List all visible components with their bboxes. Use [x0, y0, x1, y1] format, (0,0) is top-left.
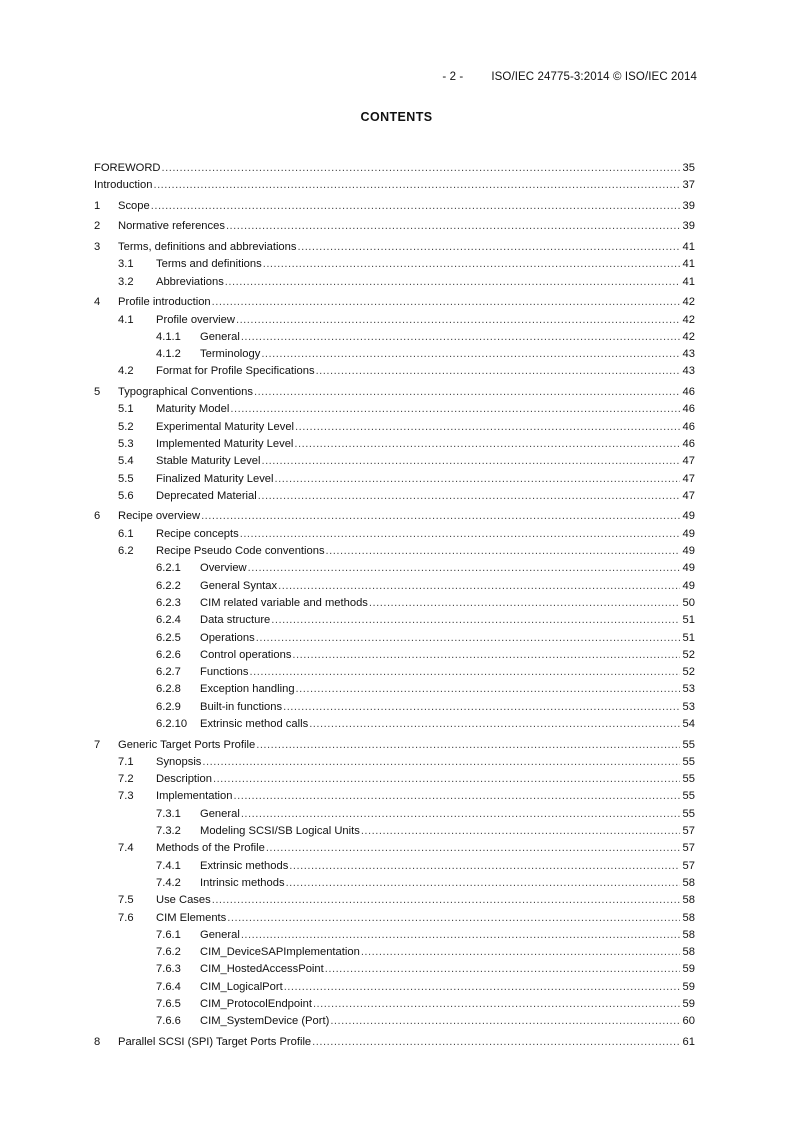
- toc-entry-title: Synopsis: [156, 755, 202, 768]
- toc-entry-title: Scope: [118, 199, 150, 212]
- toc-leader-dots: [286, 875, 680, 892]
- toc-entry-number: 4: [94, 296, 101, 309]
- toc-leader-dots: [201, 508, 680, 525]
- toc-entry-title: CIM Elements: [156, 911, 227, 924]
- toc-entry-page: 49: [682, 579, 695, 592]
- toc-entry[interactable]: [94, 892, 695, 909]
- toc-entry-number: 6.2.9: [156, 700, 181, 713]
- toc-entry-number: 7.6.5: [156, 998, 181, 1011]
- toc-leader-dots: [240, 526, 680, 543]
- toc-leader-dots: [162, 160, 681, 177]
- toc-entry-page: 52: [682, 666, 695, 679]
- toc-entry-number: 7.6.2: [156, 946, 181, 959]
- toc-entry-number: 7.5: [118, 894, 134, 907]
- toc-entry[interactable]: [94, 858, 695, 875]
- toc-entry-title: Terms, definitions and abbreviations: [118, 241, 297, 254]
- toc-leader-dots: [309, 716, 680, 733]
- toc-leader-dots: [261, 346, 680, 363]
- toc-entry-number: 7.3.2: [156, 825, 181, 838]
- toc-entry-title: Recipe Pseudo Code conventions: [156, 545, 325, 558]
- toc-entry-number: 5.1: [118, 403, 134, 416]
- toc-entry-title: Maturity Model: [156, 403, 230, 416]
- toc-entry-number: 2: [94, 220, 101, 233]
- toc-entry-page: 43: [682, 365, 695, 378]
- toc-leader-dots: [325, 961, 680, 978]
- toc-entry-page: 49: [682, 545, 695, 558]
- toc-entry-page: 42: [682, 313, 695, 326]
- toc-entry-title: Data structure: [200, 614, 271, 627]
- toc-entry-number: 1: [94, 199, 101, 212]
- toc-entry-number: 7.6.6: [156, 1015, 181, 1028]
- toc-entry-page: 49: [682, 510, 695, 523]
- toc-leader-dots: [248, 560, 680, 577]
- toc-entry-number: 6.2.3: [156, 596, 181, 609]
- toc-leader-dots: [212, 294, 680, 311]
- toc-entry-page: 58: [682, 876, 695, 889]
- toc-entry-number: 6.1: [118, 527, 134, 540]
- toc-leader-dots: [254, 384, 680, 401]
- toc-leader-dots: [266, 840, 680, 857]
- toc-leader-dots: [202, 754, 680, 771]
- toc-entry-page: 57: [682, 825, 695, 838]
- toc-leader-dots: [227, 910, 680, 927]
- toc-entry[interactable]: [94, 198, 695, 215]
- toc-entry[interactable]: [94, 401, 695, 418]
- toc-entry-title: Methods of the Profile: [156, 842, 265, 855]
- toc-entry-page: 55: [682, 807, 695, 820]
- toc-entry[interactable]: [94, 630, 695, 647]
- toc-entry[interactable]: [94, 471, 695, 488]
- toc-leader-dots: [295, 419, 680, 436]
- toc-entry-page: 41: [682, 258, 695, 271]
- toc-entry-number: 7.4.1: [156, 859, 181, 872]
- toc-entry-page: 35: [682, 162, 695, 174]
- toc-entry[interactable]: [94, 239, 695, 256]
- toc-entry[interactable]: [94, 927, 695, 944]
- toc-entry-number: 6.2.7: [156, 666, 181, 679]
- toc-entry-number: 6.2.1: [156, 562, 181, 575]
- toc-leader-dots: [284, 979, 680, 996]
- toc-entry-title: Recipe concepts: [156, 527, 239, 540]
- toc-entry-number: 5.4: [118, 455, 134, 468]
- toc-entry-title: Intrinsic methods: [200, 876, 285, 889]
- toc-leader-dots: [292, 647, 680, 664]
- toc-entry-number: 4.1.2: [156, 348, 181, 361]
- toc-entry[interactable]: [94, 944, 695, 961]
- toc-entry-page: 58: [682, 946, 695, 959]
- toc-leader-dots: [294, 436, 680, 453]
- toc-entry-title: General Syntax: [200, 579, 278, 592]
- toc-entry-title: Use Cases: [156, 894, 211, 907]
- toc-leader-dots: [316, 363, 680, 380]
- toc-entry[interactable]: [94, 329, 695, 346]
- toc-entry-page: 51: [682, 614, 695, 627]
- toc-entry-page: 59: [682, 980, 695, 993]
- toc-entry[interactable]: [94, 419, 695, 436]
- toc-entry[interactable]: [94, 312, 695, 329]
- toc-entry-page: 61: [682, 1035, 695, 1048]
- toc-entry-number: 7.4: [118, 842, 134, 855]
- toc-entry[interactable]: [94, 961, 695, 978]
- toc-leader-dots: [261, 453, 680, 470]
- toc-leader-dots: [230, 401, 680, 418]
- toc-entry-title: General: [200, 330, 240, 343]
- contents-heading: CONTENTS: [360, 110, 433, 124]
- toc-entry-title: Implementation: [156, 790, 233, 803]
- toc-entry-page: 55: [682, 755, 695, 768]
- toc-entry[interactable]: [94, 526, 695, 543]
- toc-entry[interactable]: [94, 979, 695, 996]
- toc-entry-page: 50: [682, 596, 695, 609]
- toc-entry-number: 6.2.6: [156, 648, 181, 661]
- toc-entry-title: CIM_LogicalPort: [200, 980, 283, 993]
- toc-leader-dots: [278, 578, 680, 595]
- toc-entry-title: Terminology: [200, 348, 261, 361]
- toc-leader-dots: [234, 788, 681, 805]
- toc-entry[interactable]: [94, 699, 695, 716]
- toc-leader-dots: [271, 612, 680, 629]
- toc-entry-number: 5.3: [118, 437, 134, 450]
- toc-leader-dots: [326, 543, 680, 560]
- toc-entry-page: 59: [682, 998, 695, 1011]
- toc-entry-page: 39: [682, 199, 695, 212]
- toc-entry[interactable]: [94, 488, 695, 505]
- toc-entry-number: 5: [94, 386, 101, 399]
- toc-entry-number: 7.2: [118, 773, 134, 786]
- toc-entry-number: 6.2.5: [156, 631, 181, 644]
- toc-entry-page: 57: [682, 842, 695, 855]
- toc-entry[interactable]: [94, 218, 695, 235]
- toc-entry[interactable]: [94, 595, 695, 612]
- toc-entry-number: 6.2.2: [156, 579, 181, 592]
- toc-entry-title: Parallel SCSI (SPI) Target Ports Profile: [118, 1035, 312, 1048]
- toc-entry-page: 47: [682, 489, 695, 502]
- toc-entry-title: Profile introduction: [118, 296, 211, 309]
- toc-entry-title: Introduction: [94, 179, 153, 192]
- toc-leader-dots: [236, 312, 680, 329]
- toc-leader-dots: [151, 198, 680, 215]
- toc-entry-number: 7.3.1: [156, 807, 181, 820]
- toc-entry-title: Finalized Maturity Level: [156, 472, 274, 485]
- toc-entry-number: 8: [94, 1035, 101, 1048]
- toc-entry-title: FOREWORD: [94, 162, 161, 174]
- toc-leader-dots: [241, 329, 680, 346]
- toc-entry-number: 7.3: [118, 790, 134, 803]
- toc-entry-page: 47: [682, 472, 695, 485]
- toc-entry[interactable]: [94, 664, 695, 681]
- page-header: [442, 71, 697, 83]
- toc-entry-number: 7.6.4: [156, 980, 181, 993]
- toc-entry-page: 57: [682, 859, 695, 872]
- toc-leader-dots: [212, 892, 680, 909]
- toc-leader-dots: [361, 823, 680, 840]
- toc-entry[interactable]: [94, 1034, 695, 1051]
- toc-entry[interactable]: [94, 384, 695, 401]
- toc-entry-title: Terms and definitions: [156, 258, 262, 271]
- toc-entry[interactable]: [94, 612, 695, 629]
- toc-entry[interactable]: [94, 1013, 695, 1030]
- toc-leader-dots: [226, 218, 680, 235]
- toc-entry[interactable]: [94, 346, 695, 363]
- toc-entry-page: 41: [682, 275, 695, 288]
- toc-entry-page: 53: [682, 683, 695, 696]
- toc-entry-page: 58: [682, 928, 695, 941]
- toc-entry[interactable]: [94, 771, 695, 788]
- toc-entry[interactable]: [94, 754, 695, 771]
- toc-entry-number: 5.5: [118, 472, 134, 485]
- toc-leader-dots: [361, 944, 680, 961]
- toc-leader-dots: [263, 256, 680, 273]
- toc-entry[interactable]: [94, 823, 695, 840]
- toc-entry-number: 7.4.2: [156, 876, 181, 889]
- toc-entry-page: 60: [682, 1015, 695, 1028]
- toc-entry-number: 3: [94, 241, 101, 254]
- toc-entry-page: 49: [682, 527, 695, 540]
- toc-entry-title: Operations: [200, 631, 255, 644]
- toc-entry-title: Exception handling: [200, 683, 295, 696]
- toc-entry[interactable]: [94, 910, 695, 927]
- toc-entry-title: Extrinsic method calls: [200, 717, 309, 730]
- toc-entry[interactable]: [94, 560, 695, 577]
- toc-entry-number: 6.2.4: [156, 614, 181, 627]
- toc-entry-page: 51: [682, 631, 695, 644]
- toc-entry[interactable]: [94, 363, 695, 380]
- document-identifier: ISO/IEC 24775-3:2014 © ISO/IEC 2014: [491, 71, 697, 83]
- toc-entry-number: 3.2: [118, 275, 134, 288]
- toc-leader-dots: [275, 471, 680, 488]
- toc-entry-number: 6: [94, 510, 101, 523]
- toc-entry-page: 58: [682, 911, 695, 924]
- toc-entry[interactable]: [94, 508, 695, 525]
- toc-entry[interactable]: [94, 681, 695, 698]
- toc-entry-number: 7.1: [118, 755, 134, 768]
- toc-entry-title: Profile overview: [156, 313, 235, 326]
- toc-entry-title: Deprecated Material: [156, 489, 257, 502]
- toc-leader-dots: [256, 630, 680, 647]
- toc-entry-number: 7.6: [118, 911, 134, 924]
- toc-entry-page: 46: [682, 437, 695, 450]
- table-of-contents: [94, 160, 695, 1051]
- toc-leader-dots: [153, 177, 680, 194]
- toc-entry-title: CIM_HostedAccessPoint: [200, 963, 324, 976]
- toc-entry-page: 46: [682, 403, 695, 416]
- toc-leader-dots: [312, 1034, 680, 1051]
- toc-entry-number: 7.6.3: [156, 963, 181, 976]
- toc-entry-title: Functions: [200, 666, 249, 679]
- toc-entry[interactable]: [94, 436, 695, 453]
- toc-leader-dots: [258, 488, 680, 505]
- toc-entry-page: 54: [682, 717, 695, 730]
- toc-entry-number: 7.6.1: [156, 928, 181, 941]
- toc-entry-page: 42: [682, 296, 695, 309]
- toc-entry-title: Description: [156, 773, 212, 786]
- toc-entry-number: 6.2.10: [156, 717, 188, 730]
- toc-entry-title: Generic Target Ports Profile: [118, 738, 256, 751]
- toc-entry[interactable]: [94, 160, 695, 177]
- toc-entry-page: 52: [682, 648, 695, 661]
- toc-entry-page: 41: [682, 241, 695, 254]
- toc-entry[interactable]: [94, 274, 695, 291]
- toc-entry-title: Recipe overview: [118, 510, 201, 523]
- toc-entry-title: CIM_DeviceSAPImplementation: [200, 946, 360, 959]
- toc-entry-page: 53: [682, 700, 695, 713]
- toc-entry[interactable]: [94, 543, 695, 560]
- toc-leader-dots: [241, 927, 680, 944]
- toc-entry-number: 4.1.1: [156, 330, 181, 343]
- toc-leader-dots: [256, 737, 680, 754]
- toc-entry-page: 55: [682, 773, 695, 786]
- toc-entry-page: 59: [682, 963, 695, 976]
- toc-leader-dots: [330, 1013, 680, 1030]
- toc-entry-title: Stable Maturity Level: [156, 455, 261, 468]
- toc-entry-number: 5.6: [118, 489, 134, 502]
- toc-entry-page: 43: [682, 348, 695, 361]
- toc-leader-dots: [296, 681, 680, 698]
- toc-entry[interactable]: [94, 294, 695, 311]
- toc-entry-number: 5.2: [118, 420, 134, 433]
- toc-entry[interactable]: [94, 737, 695, 754]
- toc-entry-title: Typographical Conventions: [118, 386, 253, 399]
- toc-entry-title: Implemented Maturity Level: [156, 437, 294, 450]
- toc-entry-title: Experimental Maturity Level: [156, 420, 295, 433]
- toc-entry-title: CIM_ProtocolEndpoint: [200, 998, 312, 1011]
- toc-entry[interactable]: [94, 806, 695, 823]
- toc-entry-number: 4.2: [118, 365, 134, 378]
- toc-entry-number: 6.2: [118, 545, 134, 558]
- toc-leader-dots: [313, 996, 680, 1013]
- toc-entry-title: General: [200, 928, 240, 941]
- toc-leader-dots: [289, 858, 680, 875]
- toc-entry[interactable]: [94, 453, 695, 470]
- toc-entry[interactable]: [94, 875, 695, 892]
- toc-entry-page: 42: [682, 330, 695, 343]
- page-number: - 2 -: [442, 71, 464, 83]
- toc-entry-title: General: [200, 807, 240, 820]
- toc-entry-page: 39: [682, 220, 695, 233]
- toc-entry-title: Overview: [200, 562, 247, 575]
- toc-entry-title: Abbreviations: [156, 275, 224, 288]
- toc-entry-page: 55: [682, 738, 695, 751]
- toc-leader-dots: [250, 664, 680, 681]
- toc-entry-page: 55: [682, 790, 695, 803]
- toc-entry-title: CIM_SystemDevice (Port): [200, 1015, 330, 1028]
- toc-entry-number: 4.1: [118, 313, 134, 326]
- toc-entry-page: 37: [682, 179, 695, 192]
- toc-entry[interactable]: [94, 578, 695, 595]
- toc-entry-page: 47: [682, 455, 695, 468]
- toc-entry-page: 46: [682, 386, 695, 399]
- toc-entry-title: Control operations: [200, 648, 292, 661]
- toc-entry[interactable]: [94, 256, 695, 273]
- toc-entry-number: 7: [94, 738, 101, 751]
- toc-leader-dots: [225, 274, 680, 291]
- toc-entry[interactable]: [94, 716, 695, 733]
- toc-entry[interactable]: [94, 840, 695, 857]
- toc-entry-title: CIM related variable and methods: [200, 596, 368, 609]
- toc-leader-dots: [369, 595, 680, 612]
- toc-entry[interactable]: [94, 788, 695, 805]
- toc-entry[interactable]: [94, 177, 695, 194]
- toc-entry[interactable]: [94, 996, 695, 1013]
- toc-entry-page: 49: [682, 562, 695, 575]
- toc-entry-title: Normative references: [118, 220, 225, 233]
- toc-leader-dots: [283, 699, 680, 716]
- toc-leader-dots: [297, 239, 680, 256]
- toc-entry-number: 3.1: [118, 258, 134, 271]
- toc-entry-title: Built-in functions: [200, 700, 283, 713]
- toc-entry[interactable]: [94, 647, 695, 664]
- toc-leader-dots: [213, 771, 680, 788]
- toc-entry-page: 58: [682, 894, 695, 907]
- toc-leader-dots: [241, 806, 680, 823]
- toc-entry-title: Format for Profile Specifications: [156, 365, 315, 378]
- toc-entry-page: 46: [682, 420, 695, 433]
- toc-entry-number: 6.2.8: [156, 683, 181, 696]
- toc-entry-title: Extrinsic methods: [200, 859, 289, 872]
- toc-entry-title: Modeling SCSI/SB Logical Units: [200, 825, 360, 838]
